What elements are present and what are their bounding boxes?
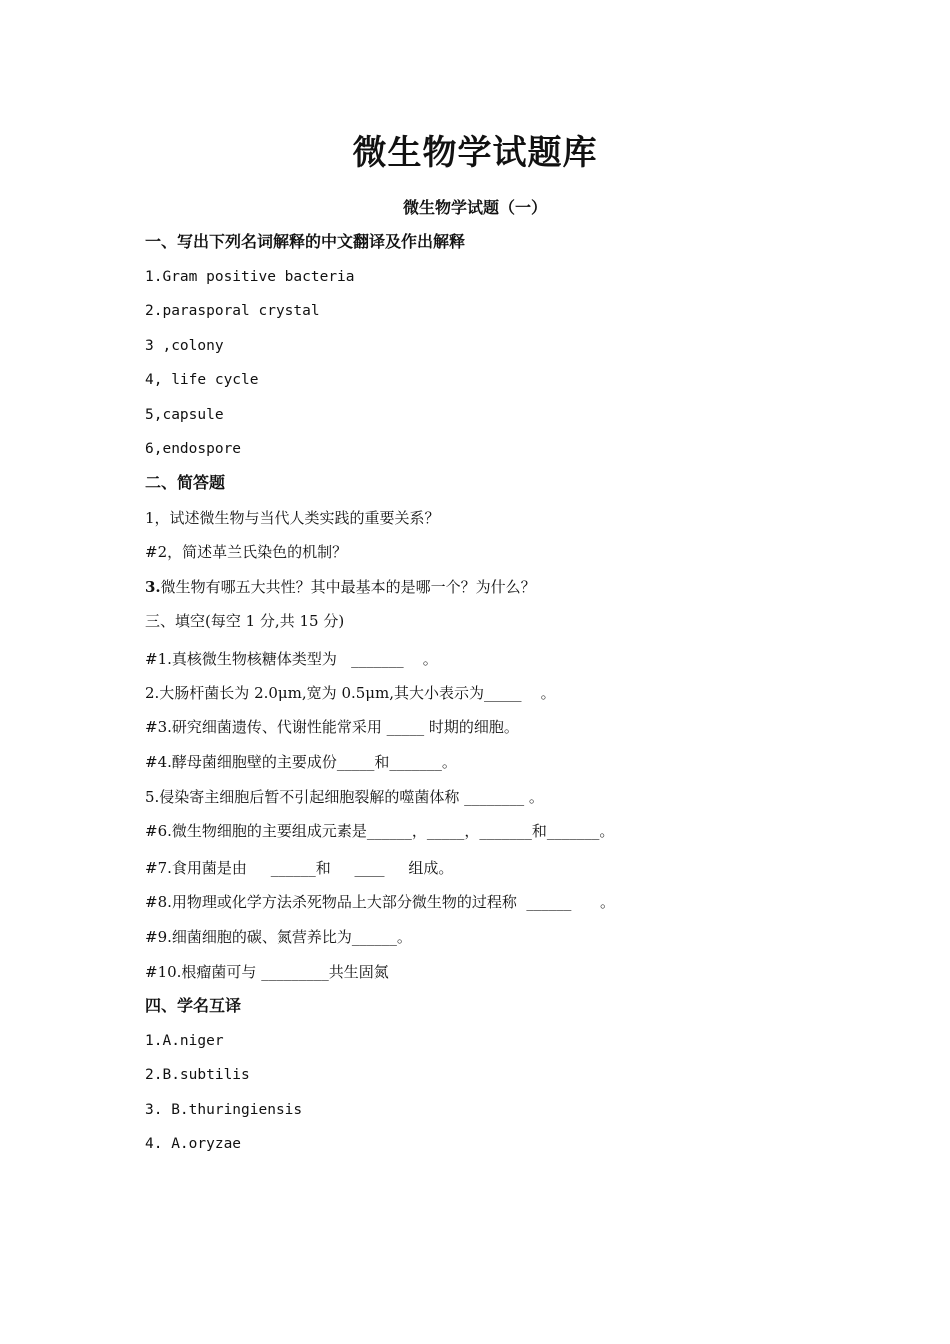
- fill-blank-item: #9.细菌细胞的碳、氮营养比为______。: [145, 928, 412, 946]
- fill-blank-item: #8.用物理或化学方法杀死物品上大部分微生物的过程称 ______ 。: [145, 893, 616, 911]
- document-title: 微生物学试题库: [352, 133, 598, 173]
- fill-blank-item: #6.微生物细胞的主要组成元素是______，_____，_______和_______。: [145, 822, 615, 840]
- question-text: 微生物有哪五大共性？其中最基本的是哪一个？为什么？: [160, 578, 536, 596]
- question-item: [145, 576, 536, 598]
- section2-heading: 二、简答题: [145, 473, 226, 492]
- term-item: 3 ,colony: [145, 338, 224, 354]
- section3-heading: 三、填空(每空 1 分,共 15 分): [145, 612, 345, 630]
- fill-blank-item: #10.根瘤菌可与 _________共生固氮: [145, 963, 389, 981]
- question-item: #2，简述革兰氏染色的机制？: [145, 543, 348, 561]
- fill-blank-item: #3.研究细菌遗传、代谢性能常采用 _____ 时期的细胞。: [145, 718, 519, 736]
- species-name-item: 3. B.thuringiensis: [145, 1102, 303, 1118]
- section1-heading: 一、写出下列名词解释的中文翻译及作出解释: [145, 232, 466, 251]
- species-name-item: 2.B.subtilis: [145, 1067, 250, 1083]
- section4-heading: 四、学名互译: [145, 996, 242, 1015]
- term-item: 4, life cycle: [145, 372, 259, 388]
- species-name-item: 1.A.niger: [145, 1033, 224, 1049]
- term-item: 5,capsule: [145, 407, 224, 423]
- fill-blank-item: #4.酵母菌细胞壁的主要成份_____和_______。: [145, 753, 457, 771]
- species-name-item: 4. A.oryzae: [145, 1136, 242, 1152]
- exam-subtitle: 微生物学试题（一）: [402, 198, 547, 217]
- question-item: 1，试述微生物与当代人类实践的重要关系？: [145, 509, 440, 527]
- term-item: 2.parasporal crystal: [145, 303, 320, 319]
- term-item: 6,endospore: [145, 441, 242, 457]
- fill-blank-item: #7.食用菌是由 ______和 ____ 组成。: [145, 859, 454, 877]
- fill-blank-item: 5.侵染寄主细胞后暂不引起细胞裂解的噬菌体称 ________ 。: [145, 788, 544, 806]
- question-number: 3.: [145, 578, 161, 596]
- fill-blank-item: 2.大肠杆菌长为 2.0μm,宽为 0.5μm,其大小表示为_____ 。: [145, 684, 556, 702]
- fill-blank-item: #1.真核微生物核糖体类型为 _______ 。: [145, 650, 438, 668]
- term-item: 1.Gram positive bacteria: [145, 269, 355, 285]
